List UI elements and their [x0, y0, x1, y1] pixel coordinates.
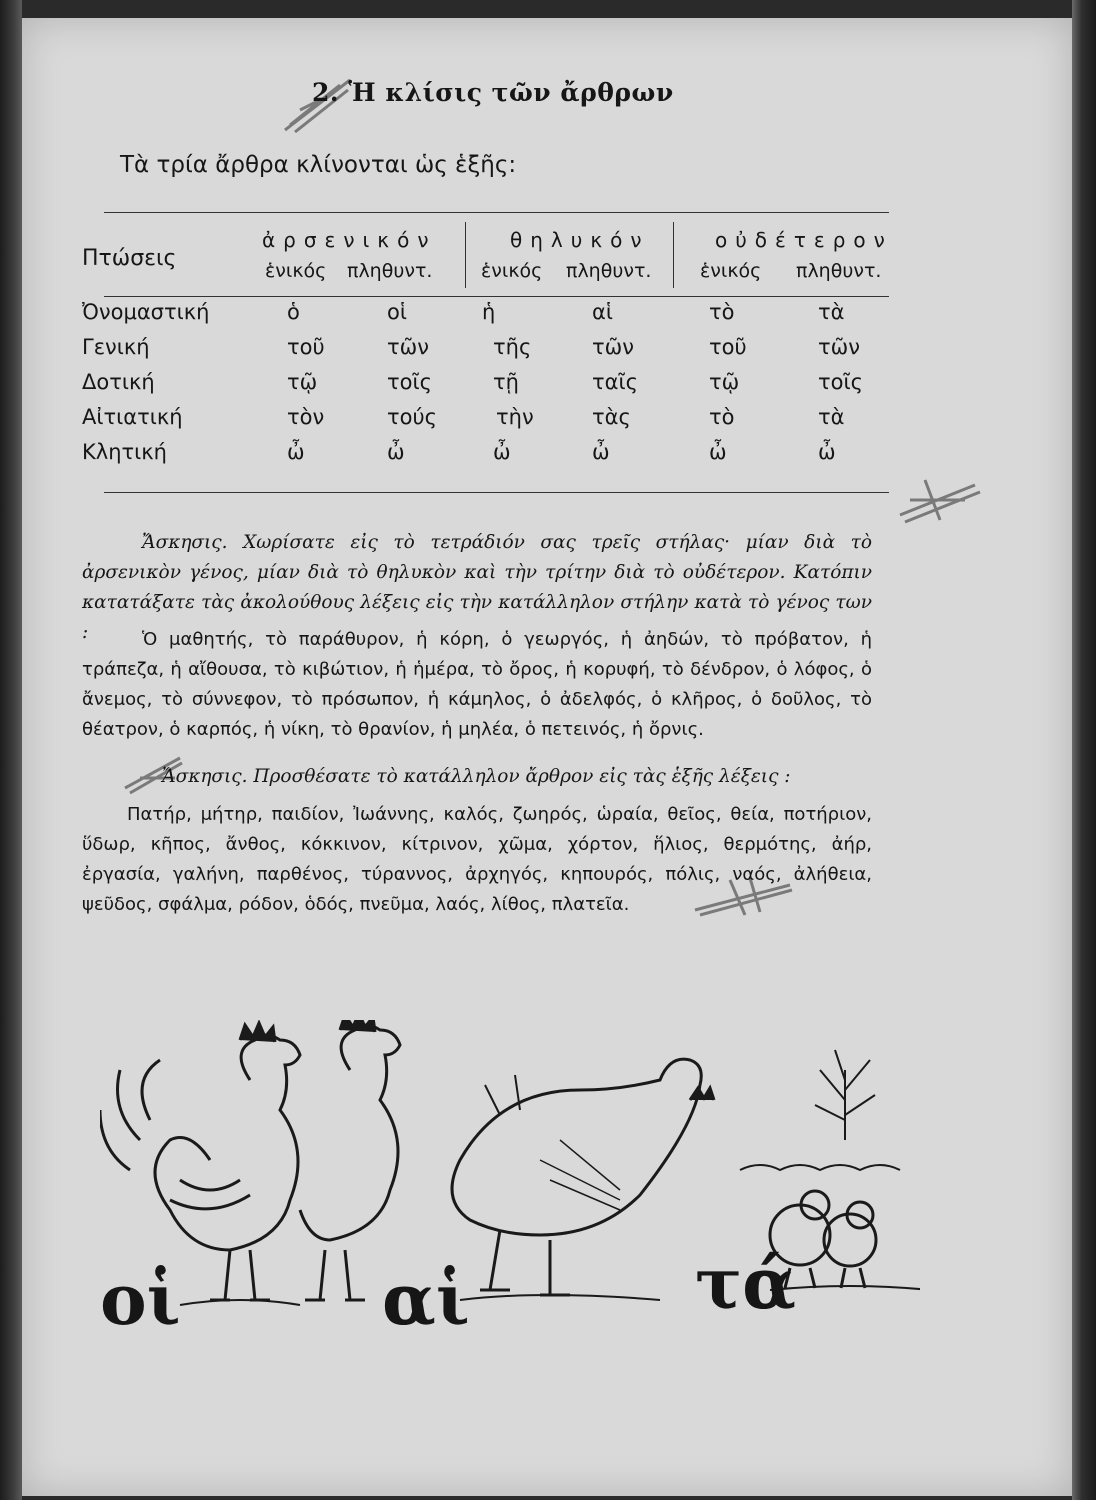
- cases-header: Πτώσεις: [82, 246, 177, 271]
- gender-masculine: ἀρσενικόν: [262, 228, 437, 252]
- table-top-rule: [104, 212, 889, 213]
- pencil-mark-margin-1: [895, 470, 985, 530]
- cell: τὰ: [818, 300, 845, 324]
- feminine-plural: πληθυντ.: [566, 260, 652, 282]
- cell: τὸ: [709, 405, 735, 429]
- cell: ὦ: [818, 440, 836, 464]
- neuter-singular: ἑνικός: [700, 260, 762, 282]
- page-edge-shadow: [1072, 0, 1096, 1500]
- cell: τοῦ: [287, 335, 325, 359]
- cell: τῷ: [709, 370, 740, 394]
- cell: τοῖς: [387, 370, 432, 394]
- case-name: Γενική: [82, 335, 150, 359]
- case-name: Δοτική: [82, 370, 155, 394]
- intro-text: Τὰ τρία ἄρθρα κλίνονται ὡς ἑξῆς:: [120, 152, 517, 178]
- masculine-singular: ἑνικός: [265, 260, 327, 282]
- neuter-plural: πληθυντ.: [796, 260, 882, 282]
- cell: τὰς: [592, 405, 631, 429]
- table-bottom-rule: [104, 492, 889, 493]
- case-name: Ὀνομαστική: [82, 300, 210, 324]
- caption-ta: τά: [695, 1242, 796, 1325]
- masculine-plural: πληθυντ.: [347, 260, 433, 282]
- cell: ὦ: [493, 440, 511, 464]
- gender-feminine: θηλυκόν: [510, 228, 650, 252]
- cell: οἱ: [387, 300, 407, 324]
- exercise2-instruction: Ἄσκησις. Προσθέσατε τὸ κατάλληλον ἄρθρον εἰς τὰς ἑξῆς λέξεις :: [162, 766, 791, 787]
- book-binding: [0, 0, 22, 1500]
- cell: τῆς: [493, 335, 532, 359]
- section-title: 2. Ἡ κλίσις τῶν ἄρθρων: [312, 78, 674, 107]
- cell: τοῦ: [709, 335, 747, 359]
- exercise1-words: Ὁ μαθητής, τὸ παράθυρον, ἡ κόρη, ὁ γεωργός, ἡ ἀηδών, τὸ πρόβατον, ἡ τράπεζα, ἡ αἴθουσα, τὸ κιβώτιον, ἡ ἡμέρα, τὸ ὄρος, ἡ κορυφή, τὸ δένδρον, ὁ λόφος, ὁ ἄνεμος, τὸ σύννεφον, τὸ πρόσωπον, ἡ κάμηλος, ὁ ἀδελφός, ὁ κλῆρος, ὁ δοῦλος, τὸ θέατρον, ὁ καρπός, ἡ νίκη, τὸ θρανίον, ἡ μηλέα, ὁ πετεινός, ἡ ὄρνις.: [82, 629, 872, 740]
- cell: τῶν: [592, 335, 634, 359]
- poultry-illustration: [100, 1020, 920, 1320]
- caption-oi: οἱ: [100, 1258, 181, 1341]
- cell: τῶν: [387, 335, 429, 359]
- case-name: Αἰτιατική: [82, 405, 183, 429]
- cell: τὸ: [709, 300, 735, 324]
- cell: τῇ: [493, 370, 519, 394]
- cell: ταῖς: [592, 370, 638, 394]
- feminine-singular: ἑνικός: [481, 260, 543, 282]
- hen-drawing: [452, 1059, 714, 1295]
- cell: τὸν: [287, 405, 325, 429]
- caption-ai: αἱ: [382, 1258, 470, 1341]
- cell: αἱ: [592, 300, 613, 324]
- cell: τοῖς: [818, 370, 863, 394]
- cell: ὦ: [387, 440, 405, 464]
- cell: τῷ: [287, 370, 318, 394]
- cell: τούς: [387, 405, 437, 429]
- cell: τῶν: [818, 335, 860, 359]
- cell: ὦ: [287, 440, 305, 464]
- cell: ὦ: [709, 440, 727, 464]
- cell: ὁ: [287, 300, 300, 324]
- exercise2-words: Πατήρ, μήτηρ, παιδίον, Ἰωάννης, καλός, ζωηρός, ὡραία, θεῖος, θεία, ποτήριον, ὕδωρ, κῆπος, ἄνθος, κόκκινον, κίτρινον, χῶμα, χόρτον, ἥλιος, θερμότης, ἀήρ, ἐργασία, γαλήνη, παρθένος, τύραννος, ἀρχηγός, κηπουρός, πόλις, ναός, ἀλήθεια, ψεῦδος, σφάλμα, ρόδον, ὁδός, πνεῦμα, λαός, λίθος, πλατεῖα.: [82, 804, 872, 915]
- table-divider-1: [465, 222, 466, 288]
- cell: τὰ: [818, 405, 845, 429]
- cell: ἡ: [482, 300, 496, 324]
- cell: ὦ: [592, 440, 610, 464]
- cell: τὴν: [496, 405, 534, 429]
- gender-neuter: οὐδέτερον: [715, 228, 893, 252]
- case-name: Κλητική: [82, 440, 167, 464]
- table-divider-2: [673, 222, 674, 288]
- exercise1-instruction: Ἄσκησις. Χωρίσατε εἰς τὸ τετράδιόν σας τρεῖς στήλας· μίαν διὰ τὸ ἀρσενικὸν γένος, μίαν διὰ τὸ θηλυκὸν καὶ τὴν τρίτην διὰ τὸ οὐδέτερον. Κατόπιν κατατάξατε τὰς ἀκολούθους λέξεις εἰς τὴν κατάλληλον στήλην κατὰ τὸ γένος των :: [82, 532, 872, 643]
- table-header-rule: [104, 296, 889, 297]
